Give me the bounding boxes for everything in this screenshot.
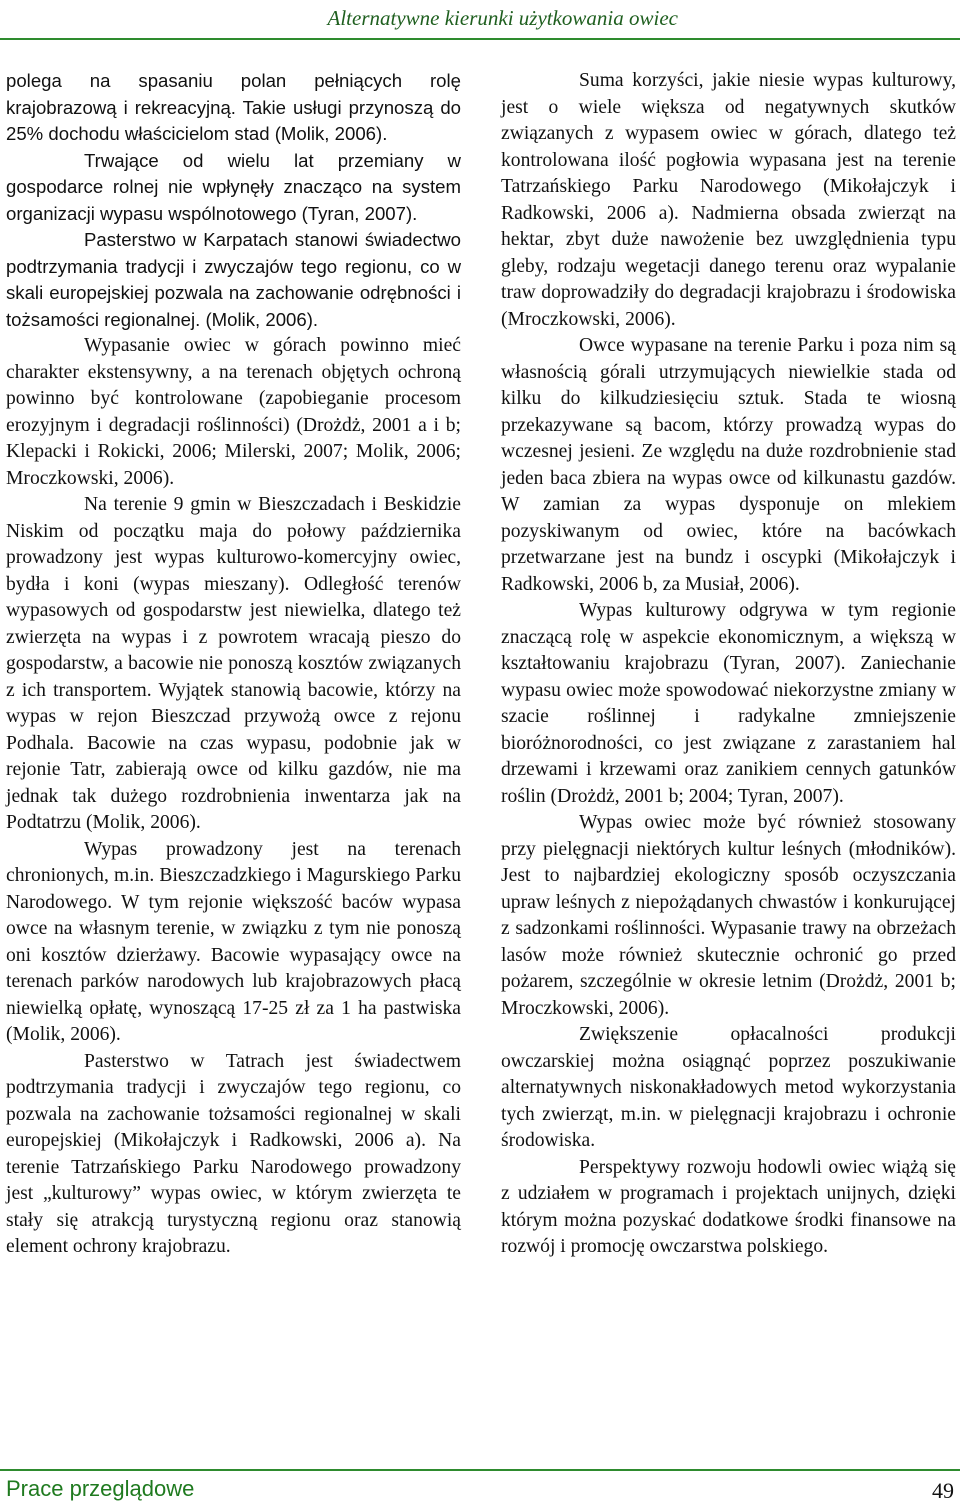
paragraph: Wypas owiec może być również stosowany przy pielęgnacji niektórych kultur leśnych (młodników). Jest to najbardziej ekologiczny sposób oczyszczania upraw leśnych z niepożądanych chwastów i konkurującej z sadzonkami roślinności. Wypasanie trawy na obrzeżach lasów może również skutecznie ochronić go przed pożarem, szczególnie w okresie letnim (Drożdż, 2001 b; Mroczkowski, 2006). [501,812,956,1019]
paragraph: Pasterstwo w Tatrach jest świadectwem podtrzymania tradycji i zwyczajów tego regionu, co pozwala na zachowanie tożsamości regionalnej w skali europejskiej (Mikołajczyk i Radkowski, 2006 a). Na terenie Tatrzańskiego Parku Narodowego prowadzony jest „kulturowy” wypas owiec, w którym zwierzęta te stały się atrakcją turystyczną regionu oraz stanowią element ochrony krajobrazu. [6,1050,461,1257]
footer-rule [0,1469,960,1471]
paragraph: Wypas kulturowy odgrywa w tym regionie znaczącą rolę w aspekcie ekonomicznym, a większą w kształtowaniu krajobrazu (Tyran, 2007). Zaniechanie wypasu owiec może spowodować niekorzystne zmiany w szacie roślinnej i radykalne zmniejszenie bioróżnorodności, co jest związane z zarastaniem hal drzewami i krzewami oraz zanikiem cennych gatunków roślin (Drożdż, 2001 b; 2004; Tyran, 2007). [501,600,956,807]
right-column [501,68,956,1261]
paragraph: polega na spasaniu polan pełniących rolę krajobrazową i rekreacyjną. Takie usługi przynoszą do 25% dochodu właścicielom stad (Molik, 2006). [6,70,461,144]
paragraph: Suma korzyści, jakie niesie wypas kulturowy, jest o wiele większa od negatywnych skutków związanych z wypasem owiec w górach, dlatego też kontrolowana ilość pogłowia wypasana jest na terenie Tatrzańskiego Parku Narodowego (Mikołajczyk i Radkowski, 2006 a). Nadmierna obsada zwierząt na hektar, zbyt duże nawożenie bez uwzględnienia typu gleby, rodzaju wegetacji danego terenu oraz wypalanie traw doprowadziły do degradacji krajobrazu i środowiska (Mroczkowski, 2006). [501,70,956,330]
paragraph: Owce wypasane na terenie Parku i poza nim są własnością górali utrzymujących niewielkie stada od kilku do kilkudziesięciu sztuk. Stada te wiosną przekazywane są bacom, którzy prowadzą wypas do wczesnej jesieni. Ze względu na duże rozdrobnienie stad jeden baca zbiera na wypas owce od kilkunastu gazdów. W zamian za wypas dysponuje on mlekiem pozyskiwanym od owiec, które na bacówkach przetwarzane jest na bundz i oscypki (Mikołajczyk i Radkowski, 2006 b, za Musiał, 2006). [501,335,956,595]
paragraph: Wypas prowadzony jest na terenach chronionych, m.in. Bieszczadzkiego i Magurskiego Parku Narodowego. W tym rejonie większość baców wypasa owce na własnym terenie, w związku z tym nie ponoszą oni kosztów dzierżawy. Bacowie wypasający owce na terenach parków narodowych lub krajobrazowych płacą niewielką opłatę, wynoszącą 17-25 zł za 1 ha pastwiska (Molik, 2006). [6,838,461,1045]
running-title: Alternatywne kierunki użytkowania owiec [327,6,678,30]
paragraph: Zwiększenie opłacalności produkcji owczarskiej można osiągnąć poprzez poszukiwanie alternatywnych niskonakładowych metod wykorzystania tych zwierząt, m.in. w pielęgnacji krajobrazu i ochronie środowiska. [501,1024,956,1151]
paragraph: Trwające od wielu lat przemiany w gospodarce rolnej nie wpłynęły znacząco na system organizacji wypasu wspólnotowego (Tyran, 2007). [6,149,461,224]
paragraph: Perspektywy rozwoju hodowli owiec wiążą się z udziałem w programach i projektach unijnych, dzięki którym można pozyskać dodatkowe środki finansowe na rozwój i promocję owczarstwa polskiego. [501,1156,956,1257]
section-label: Prace przeglądowe [6,1476,195,1501]
left-column [6,68,461,1261]
paragraph: Pasterstwo w Karpatach stanowi świadectwo podtrzymania tradycji i zwyczajów tego regionu, co w skali europejskiej pozwala na zachowanie odrębności i tożsamości regionalnej. (Molik, 2006). [6,229,461,330]
page-number: 49 [932,1478,954,1503]
paragraph: Na terenie 9 gmin w Bieszczadach i Beskidzie Niskim od początku maja do połowy października prowadzony jest wypas kulturowo-komercyjny owiec, bydła i koni (wypas mieszany). Odległość terenów wypasowych od gospodarstw jest niewielka, dlatego też zwierzęta na wypas i z powrotem wracają pieszo do gospodarstw, a bacowie nie ponoszą kosztów związanych z ich transportem. Wyjątek stanowią bacowie, którzy na wypas w rejon Bieszczad przywożą owce z rejonu Podhala. Bacowie na czas wypasu, podobnie jak w rejonie Tatr, zabierają owce od kilku gazdów, nie ma jednak tak dużego rozdrobnienia inwentarza jak na Podtatrzu (Molik, 2006). [6,494,461,833]
header-rule [0,38,960,40]
paragraph: Wypasanie owiec w górach powinno mieć charakter ekstensywny, a na terenach objętych ochroną powinno być kontrolowane (zapobieganie procesom erozyjnym i degradacji roślinności) (Drożdż, 2001 a i b; Klepacki i Rokicki, 2006; Milerski, 2007; Molik, 2006; Mroczkowski, 2006). [6,335,461,489]
